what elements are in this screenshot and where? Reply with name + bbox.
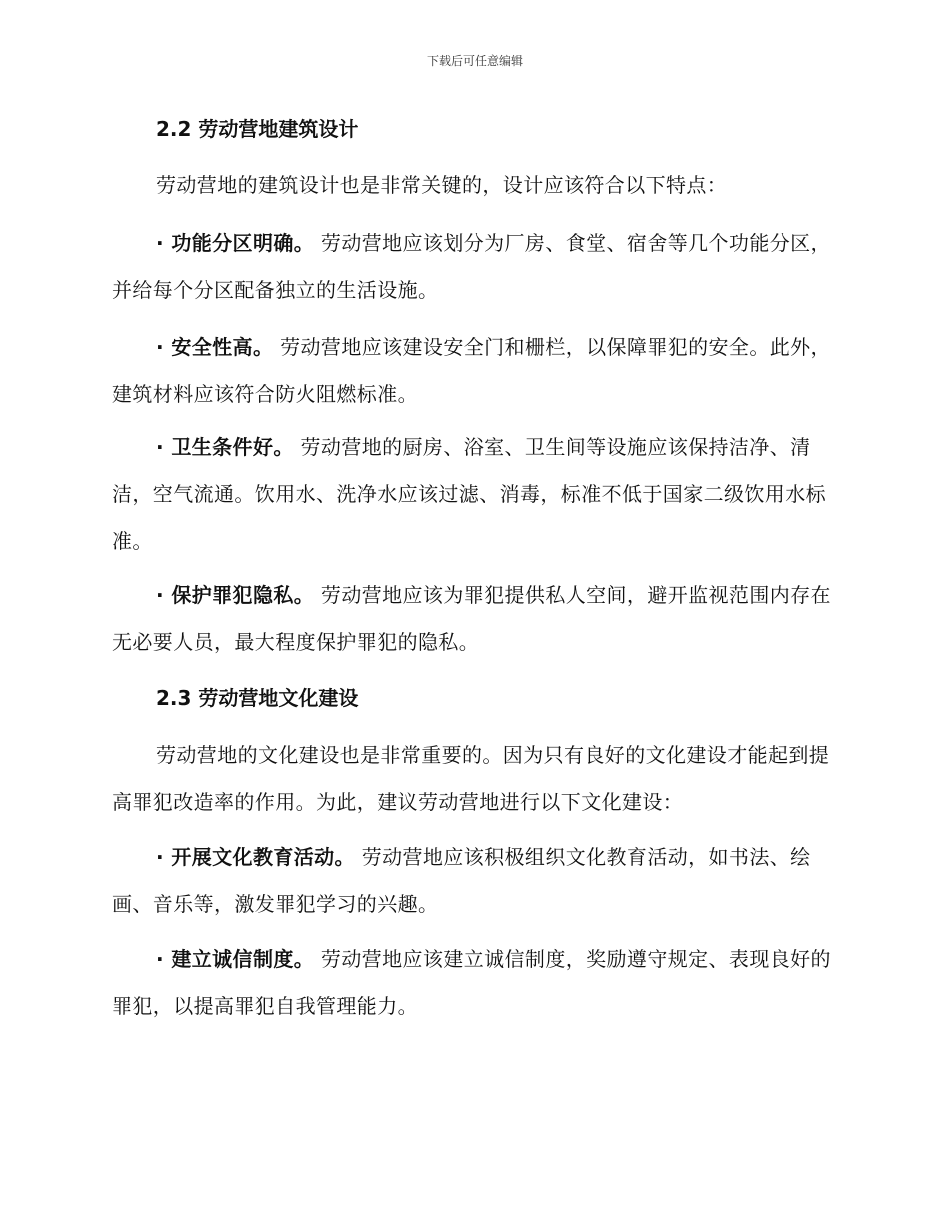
bullet-text: 劳动营地应该积极组织文化教育活动，如书法、绘画、音乐等，激发罪犯学习的兴趣。 (112, 845, 811, 916)
section-heading-2-3: 2.3 劳动营地文化建设 (156, 686, 359, 710)
bullet-lead: · 安全性高。 (156, 335, 274, 359)
section-2-2-intro: 劳动营地的建筑设计也是非常关键的，设计应该符合以下特点： (156, 173, 728, 197)
bullet-item-privacy (112, 572, 832, 666)
section-heading-2-2: 2.2 劳动营地建筑设计 (156, 117, 359, 141)
bullet-text: 劳动营地应该建立诚信制度，奖励遵守规定、表现良好的罪犯，以提高罪犯自我管理能力。 (112, 947, 831, 1018)
bullet-text: 劳动营地应该划分为厂房、食堂、宿舍等几个功能分区，并给每个分区配备独立的生活设施。 (112, 231, 831, 302)
page-header-note: 下载后可任意编辑 (426, 54, 523, 68)
bullet-item-culture-education (112, 834, 832, 928)
bullet-text: 劳动营地的厨房、浴室、卫生间等设施应该保持洁净、清洁，空气流通。饮用水、洗净水应该过滤、消毒，标准不低于国家二级饮用水标准。 (112, 435, 826, 553)
bullet-lead: · 建立诚信制度。 (156, 947, 315, 971)
bullet-text: 劳动营地应该为罪犯提供私人空间，避开监视范围内存在无必要人员，最大程度保护罪犯的隐私。 (112, 583, 831, 654)
bullet-lead: · 保护罪犯隐私。 (156, 583, 315, 607)
bullet-lead: · 卫生条件好。 (156, 435, 294, 459)
bullet-item-integrity-system (112, 936, 832, 1030)
bullet-item-hygiene (112, 424, 832, 565)
bullet-item-safety (112, 324, 832, 418)
bullet-text: 劳动营地应该建设安全门和栅栏，以保障罪犯的安全。此外，建筑材料应该符合防火阻燃标准。 (112, 335, 831, 406)
bullet-lead: · 功能分区明确。 (156, 231, 315, 255)
bullet-item-functional-zones (112, 220, 832, 314)
section-2-3-intro: 劳动营地的文化建设也是非常重要的。因为只有良好的文化建设才能起到提高罪犯改造率的作用。为此，建议劳动营地进行以下文化建设： (112, 743, 830, 814)
bullet-lead: · 开展文化教育活动。 (156, 845, 355, 869)
